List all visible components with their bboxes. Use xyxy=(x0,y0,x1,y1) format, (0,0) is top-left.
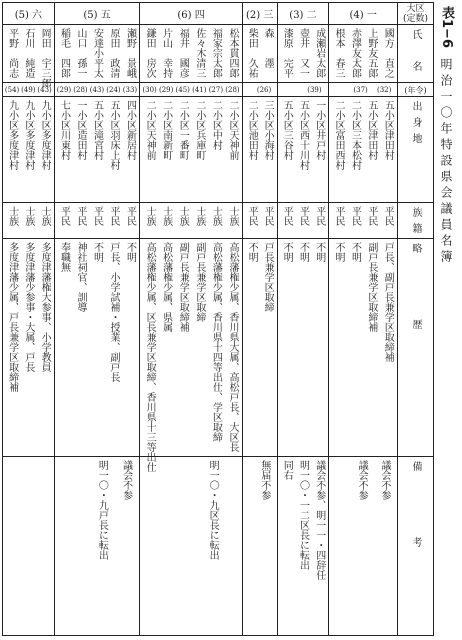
member-career-row xyxy=(243,239,277,457)
member-note-row xyxy=(278,457,329,635)
member-name: 國方 直之 xyxy=(382,28,394,78)
member-note: 議会不参 xyxy=(379,460,391,500)
member-age: (24) xyxy=(106,85,121,94)
member-origin-row xyxy=(3,97,54,203)
member-origin: 三小区小海村 xyxy=(262,100,274,160)
member-note: 明一〇・一二区長に転出 xyxy=(297,460,309,570)
member-career-row xyxy=(140,239,241,472)
header-name: 氏 名 xyxy=(410,29,421,77)
member-career: 副戸長兼学区取締補 xyxy=(177,242,189,332)
member-origin: 二小区三本松村 xyxy=(349,100,361,170)
district-label: (5) 六 xyxy=(3,3,54,25)
member-origin: 四小区新居村 xyxy=(124,100,136,160)
member-origin: 二小区天神前 xyxy=(226,100,238,160)
member-age: (43) xyxy=(89,85,105,94)
member-name-row xyxy=(3,25,54,88)
member-origin: 二小区一番町 xyxy=(177,100,189,160)
member-age-row xyxy=(55,83,140,97)
member-origin: 二小区天神前 xyxy=(144,100,156,160)
member-origin: 五小区津田村 xyxy=(382,100,394,160)
header-district-label: 大区 xyxy=(406,3,425,14)
member-career: 不明 xyxy=(313,242,325,262)
member-origin: 二小区兵庫町 xyxy=(193,100,205,160)
member-origin: 五小区津田村 xyxy=(365,100,377,160)
member-origin: 五小区羽床上村 xyxy=(107,100,119,170)
table-title xyxy=(438,6,460,636)
member-career-row xyxy=(3,239,54,457)
header-status: 族籍 xyxy=(410,207,421,239)
header-district-sub: (定数) xyxy=(402,13,429,24)
member-age-row xyxy=(278,83,329,97)
member-name: 稲毛 四郎 xyxy=(58,28,70,78)
member-status: 平民 xyxy=(91,206,103,226)
member-origin: 二小区池田村 xyxy=(246,100,258,160)
member-career: 不明 xyxy=(246,242,258,262)
member-name: 赤澤友太郎 xyxy=(349,28,361,78)
header-district xyxy=(398,3,433,25)
member-note-row xyxy=(329,457,397,635)
member-name: 平野 尚志 xyxy=(6,28,18,78)
member-status-row xyxy=(329,203,397,239)
member-career-row xyxy=(55,239,140,457)
member-origin: 二小区富田西村 xyxy=(333,100,345,170)
district-group xyxy=(328,3,397,635)
member-name: 森 濹 xyxy=(262,28,274,68)
member-origin: 五小区三谷村 xyxy=(281,100,293,160)
district-group xyxy=(139,3,241,635)
member-origin-row xyxy=(329,97,397,203)
member-name: 福家宗太郎 xyxy=(210,28,222,78)
member-origin: 一小区井戸村 xyxy=(313,100,325,160)
member-age: (43) xyxy=(37,85,52,94)
member-status-row xyxy=(278,203,329,239)
member-status: 平民 xyxy=(281,206,293,226)
member-age-row xyxy=(3,83,54,97)
member-name: 鎌田 房次 xyxy=(144,28,156,78)
member-age: (29) xyxy=(56,85,72,94)
member-origin: 二小区中村 xyxy=(210,100,222,150)
member-origin-row xyxy=(55,97,140,203)
member-career-row xyxy=(278,239,329,457)
member-career: 神社祠官、訓導 xyxy=(74,242,86,312)
member-age: (54) xyxy=(4,85,20,94)
district-label: (4) 一 xyxy=(329,3,397,25)
member-career: 不明 xyxy=(297,242,309,262)
member-career: 高松藩権少属、区長兼学区取締、香川県十三等出仕 xyxy=(144,242,156,472)
member-name: 成瀬岩太郎 xyxy=(313,28,325,78)
member-status-row xyxy=(55,203,140,239)
member-note-row xyxy=(3,457,54,635)
member-age: (39) xyxy=(307,85,322,94)
member-note: 無届不参 xyxy=(258,460,270,500)
district-group xyxy=(242,3,277,635)
member-note: 明一〇・九戸長に転出 xyxy=(96,460,108,560)
member-age: (33) xyxy=(122,85,138,94)
table-caption: 明治一〇年特設県会議員名簿 xyxy=(439,57,453,266)
member-origin: 九小区多度津村 xyxy=(39,100,51,170)
table-number: 表1−6 xyxy=(439,6,454,48)
member-name-row xyxy=(140,25,241,83)
member-name: 柴田 久祐 xyxy=(246,28,258,78)
member-name: 根本 春三 xyxy=(333,28,345,78)
member-career: 多度津藩少属、戸長兼学区取締補 xyxy=(6,242,18,392)
member-status: 平民 xyxy=(297,206,309,226)
district-label: (2) 三 xyxy=(243,3,277,25)
header-career-cell xyxy=(398,239,433,457)
member-career: 不明 xyxy=(349,242,361,262)
member-career: 戸長、副戸長兼学区取締補 xyxy=(382,242,394,362)
member-status: 平民 xyxy=(349,206,361,226)
member-origin-row xyxy=(278,97,329,203)
member-name: 岡田 宇三郎 xyxy=(39,28,51,88)
member-origin-row xyxy=(243,97,277,203)
district-label: (6) 四 xyxy=(140,3,241,25)
member-status-row xyxy=(243,203,277,239)
member-career: 高松藩権少属、香川県大属、高松戸長、大区長 xyxy=(226,242,238,452)
member-name: 福井 國彦 xyxy=(177,28,189,78)
member-career: 高松藩権少属、県属 xyxy=(160,242,172,332)
header-status-cell xyxy=(398,203,433,239)
member-career: 不明 xyxy=(124,242,136,262)
member-name: 安達小平太 xyxy=(91,28,103,78)
member-note: 議会不参 xyxy=(356,460,368,500)
member-origin: 九小区多度津村 xyxy=(6,100,18,170)
district-group xyxy=(54,3,140,635)
member-status: 平民 xyxy=(262,206,274,226)
member-age: (32) xyxy=(376,85,392,94)
member-age-row xyxy=(329,83,397,97)
member-career-row xyxy=(329,239,397,457)
member-career: 高松藩権少属、香川県十四等出仕、学区取締 xyxy=(210,242,222,442)
member-age: (49) xyxy=(21,85,36,94)
member-career: 戸長、小学試補・授業、副戸長 xyxy=(107,242,119,382)
member-name: 漆原 完平 xyxy=(281,28,293,78)
member-career: 不明 xyxy=(91,242,103,262)
header-age-cell xyxy=(398,83,433,97)
member-origin: 一小区造田村 xyxy=(74,100,86,160)
member-note: 議会不参、明一一・四辞任 xyxy=(313,460,325,580)
member-origin-row xyxy=(140,97,241,203)
member-age-row xyxy=(243,83,277,97)
member-name-row xyxy=(243,25,277,83)
header-origin-cell xyxy=(398,97,433,203)
member-name: 山口 孫一 xyxy=(74,28,86,78)
member-career: 副戸長兼学区取締補 xyxy=(365,242,377,332)
member-name: 佐々木清三 xyxy=(193,28,205,78)
member-status-row xyxy=(3,203,54,239)
member-age: (41) xyxy=(192,85,207,94)
member-age: (28) xyxy=(225,85,240,94)
member-status: 平民 xyxy=(107,206,119,226)
member-status: 士族 xyxy=(193,206,205,226)
member-status: 士族 xyxy=(39,206,51,226)
member-name: 瀬野 景峨 xyxy=(124,28,136,78)
member-status: 平民 xyxy=(382,206,394,226)
member-status: 平民 xyxy=(313,206,325,226)
member-note: 明一〇・九区長に転出 xyxy=(207,460,219,560)
district-group xyxy=(3,3,54,635)
member-age: (29) xyxy=(158,85,174,94)
member-career: 多度津藩少参事・大属、戸長 xyxy=(22,242,34,372)
member-career: 副戸長兼学区取締 xyxy=(193,242,205,322)
header-notes-cell xyxy=(398,457,433,635)
member-status: 士族 xyxy=(144,206,156,226)
member-origin: 九小区多度津村 xyxy=(22,100,34,170)
member-note-row xyxy=(140,457,241,635)
member-name: 松本貫四郎 xyxy=(226,28,238,78)
member-origin: 二小区南新町 xyxy=(160,100,172,160)
member-status: 平民 xyxy=(365,206,377,226)
member-status: 平民 xyxy=(333,206,345,226)
member-career: 不明 xyxy=(281,242,293,262)
member-status: 平民 xyxy=(246,206,258,226)
member-status: 士族 xyxy=(210,206,222,226)
member-name-row xyxy=(329,25,397,83)
member-age: (27) xyxy=(208,85,224,94)
member-career: 戸長兼学区取締 xyxy=(262,242,274,312)
member-career: 多度津藩権大参事、小学教員 xyxy=(39,242,51,372)
member-age: (37) xyxy=(353,85,368,94)
member-origin: 七小区川東村 xyxy=(58,100,70,160)
member-note-row xyxy=(55,457,140,635)
member-status: 平民 xyxy=(58,206,70,226)
member-note: 同右 xyxy=(281,460,293,480)
member-name-row xyxy=(278,25,329,83)
member-status: 士族 xyxy=(22,206,34,226)
header-notes: 備 考 xyxy=(410,461,421,575)
member-age: (45) xyxy=(175,85,190,94)
member-note: 議会不参 xyxy=(120,460,132,500)
member-status: 士族 xyxy=(177,206,189,226)
member-name: 石川 純造 xyxy=(22,28,34,78)
member-career: 奉職無 xyxy=(58,242,70,272)
member-status: 士族 xyxy=(226,206,238,226)
member-name: 原田 政清 xyxy=(107,28,119,78)
district-label: (5) 五 xyxy=(55,3,140,25)
header-age: (年令) xyxy=(404,86,427,95)
member-name: 壺井 又一 xyxy=(297,28,309,78)
member-name: 片山 幸持 xyxy=(160,28,172,78)
council-members-table xyxy=(2,2,434,636)
member-age: (26) xyxy=(256,85,272,94)
member-career: 不明 xyxy=(333,242,345,262)
member-status: 士族 xyxy=(6,206,18,226)
member-age: (30) xyxy=(142,85,157,94)
member-note-row xyxy=(243,457,277,635)
member-age-row xyxy=(140,83,241,97)
header-career: 略 歴 xyxy=(410,243,421,357)
header-origin: 出身地 xyxy=(410,101,421,149)
district-group xyxy=(277,3,329,635)
district-label: (3) 二 xyxy=(278,3,329,25)
member-origin: 五小区西十川村 xyxy=(297,100,309,170)
member-origin: 五小区滝宮村 xyxy=(91,100,103,160)
header-name-cell xyxy=(398,25,433,83)
member-status-row xyxy=(140,203,241,239)
member-status: 士族 xyxy=(160,206,172,226)
member-name: 上野友五郎 xyxy=(365,28,377,78)
header-column xyxy=(397,3,433,635)
member-age: (28) xyxy=(73,85,88,94)
member-name-row xyxy=(55,25,140,83)
member-status: 平民 xyxy=(124,206,136,226)
member-status: 平民 xyxy=(74,206,86,226)
